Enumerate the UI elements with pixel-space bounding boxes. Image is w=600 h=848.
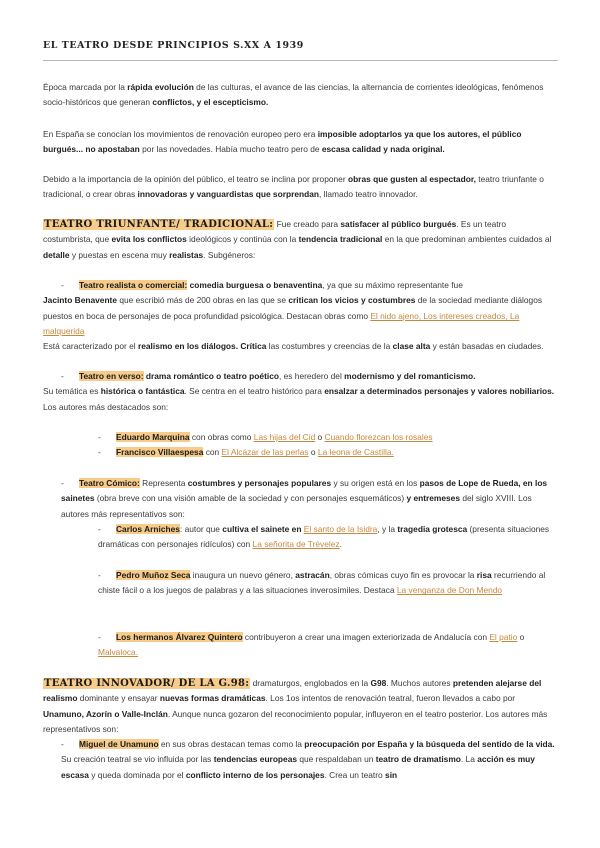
author-name: Carlos Arniches: [116, 523, 180, 534]
title-divider: [43, 60, 558, 61]
subgenre-label: Teatro Cómico:: [79, 478, 140, 488]
section-heading-triunfante: TEATRO TRIUNFANTE/ TRADICIONAL:: [44, 219, 274, 230]
page-title: EL TEATRO DESDE PRINCIPIOS S.XX A 1939: [43, 40, 304, 51]
subgenre-comico: - Teatro Cómico: Representa costumbres y personajes populares y su origen está en los pasos de Lope de Rueda, en los sainetes (obra breve con una visión amable de la sociedad y con personajes esquemáticos) y entremeses del siglo XVIII. Los autores más representativos son: - Carlos Arniches: autor que cultiva el sainete en El santo de la Isidra, y la tragedia grotesca (presenta situaciones dramáticas con personajes ridículos) con La señorita de Trévelez.: [61, 478, 550, 550]
section-triunfante: TEATRO TRIUNFANTE/ TRADICIONAL: Fue creado para satisfacer al público burgués. Es un teatro costumbrista, que evita los conflictos ideológicos y continúa con la tendencia tradicional en la que predominan ambientes cuidados al detalle y puestas en escena muy realistas. Subgéneros:: [43, 219, 552, 260]
author-name: Pedro Muñoz Seca: [116, 570, 191, 580]
section-innovador: TEATRO INNOVADOR/ DE LA G.98: dramaturgos, englobados en la G98. Muchos autores pretenden alejarse del realismo dominante y ensayar nuevas formas dramáticas. Los 1os intentos de renovación teatral, fueron llevados a cabo por Unamuno, Azorín o Valle-Inclán. Aunque nunca gozaron del reconocimiento popular, influyeron en el teatro posterior. Los autores más representativos son: - Miguel de Unamuno en sus obras destacan temas como la preocupación por España y la búsqueda del sentido de la vida. Su creación teatral se vio influida por las tendencias europeas que respaldaban un teatro de dramatismo. La acción es muy escasa y queda dominada por el conflicto interno de los personajes. Crea un teatro sin: [43, 678, 555, 780]
bullet-dash: -: [61, 739, 64, 750]
bullet-dash: -: [61, 478, 64, 488]
subgenre-realista: - Teatro realista o comercial: comedia burguesa o benaventina, ya que su máximo representante fue Jacinto Benavente que escribió más de 200 obras en las que se critican los vicios y costumbres de la sociedad mediante diálogos puestos en boca de personajes de poca profundidad psicológica. Destacan obras como El nido ajeno, Los intereses creados, La malquerida Está caracterizado por el realismo en los diálogos. Crítica las costumbres y creencias de la clase alta y están basadas en ciudades.: [43, 280, 544, 352]
subgenre-label: Teatro en verso:: [79, 371, 144, 381]
subgenre-label: Teatro realista o comercial:: [79, 280, 188, 290]
work-link[interactable]: El patio: [489, 632, 518, 642]
author-name: Eduardo Marquina: [116, 432, 190, 442]
work-link[interactable]: La leona de Castilla.: [317, 447, 394, 458]
bullet-dash: -: [61, 280, 64, 290]
author-item: - Eduardo Marquina con obras como Las hijas del Cid o Cuando florezcan los rosales - Francisco Villaespesa con El Alcázar de las perlas o La leona de Castilla.: [98, 432, 433, 458]
author-name: Miguel de Unamuno: [79, 739, 159, 750]
work-link[interactable]: Malvaloca.: [98, 647, 139, 658]
work-link[interactable]: Cuando florezcan los rosales: [324, 432, 433, 442]
work-link[interactable]: El Alcázar de las perlas: [221, 447, 309, 458]
document-header: [43, 40, 558, 54]
subgenre-verso: - Teatro en verso: drama romántico o teatro poético, es heredero del modernismo y del romanticismo. Su temática es histórica o fantástica. Se centra en el teatro histórico para ensalzar a determinados personajes y valores nobiliarios. Los autores más destacados son:: [43, 371, 555, 412]
author-item: - Pedro Muñoz Seca inaugura un nuevo género, astracán, obras cómicas cuyo fin es provocar la risa recurriendo al chiste fácil o a los juegos de palabras y a las situaciones inverosímiles. Destaca La venganza de Don Mendo: [98, 570, 546, 596]
work-link[interactable]: Las hijas del Cid: [253, 432, 316, 442]
work-link[interactable]: El santo de la Isidra: [303, 523, 378, 534]
author-item: - Los hermanos Álvarez Quintero contribuyeron a crear una imagen exteriorizada de Andalucía con El patio o Malvaloca.: [98, 632, 525, 658]
intro-paragraph-2: En España se conocían los movimientos de renovación europeo pero era imposible adoptarlos ya que los autores, el público burgués... no apostaban por las novedades. Había mucho teatro pero de escasa calidad y nada original.: [43, 129, 522, 155]
section-heading-innovador: TEATRO INNOVADOR/ DE LA G.98:: [44, 678, 250, 689]
intro-paragraph-3: Debido a la importancia de la opinión del público, el teatro se inclina por proponer obras que gusten al espectador, teatro triunfante o tradicional, o crear obras innovadoras y vanguardistas que sorprendan, llamado teatro innovador.: [43, 174, 544, 200]
intro-paragraph-1: Época marcada por la rápida evolución de las culturas, el avance de las ciencias, la alternancia de corrientes ideológicas, fenómenos socio-históricos que generan conflictos, y el escepticismo.: [43, 82, 544, 108]
bullet-dash: -: [61, 371, 64, 381]
work-link[interactable]: La venganza de Don Mendo: [396, 585, 503, 596]
works-link-benavente[interactable]: El nido ajeno, Los intereses creados, La malquerida: [43, 310, 520, 336]
author-name: Francisco Villaespesa: [116, 447, 204, 458]
work-link[interactable]: La señorita de Trévelez: [252, 539, 340, 550]
author-name: Los hermanos Álvarez Quintero: [116, 632, 243, 642]
